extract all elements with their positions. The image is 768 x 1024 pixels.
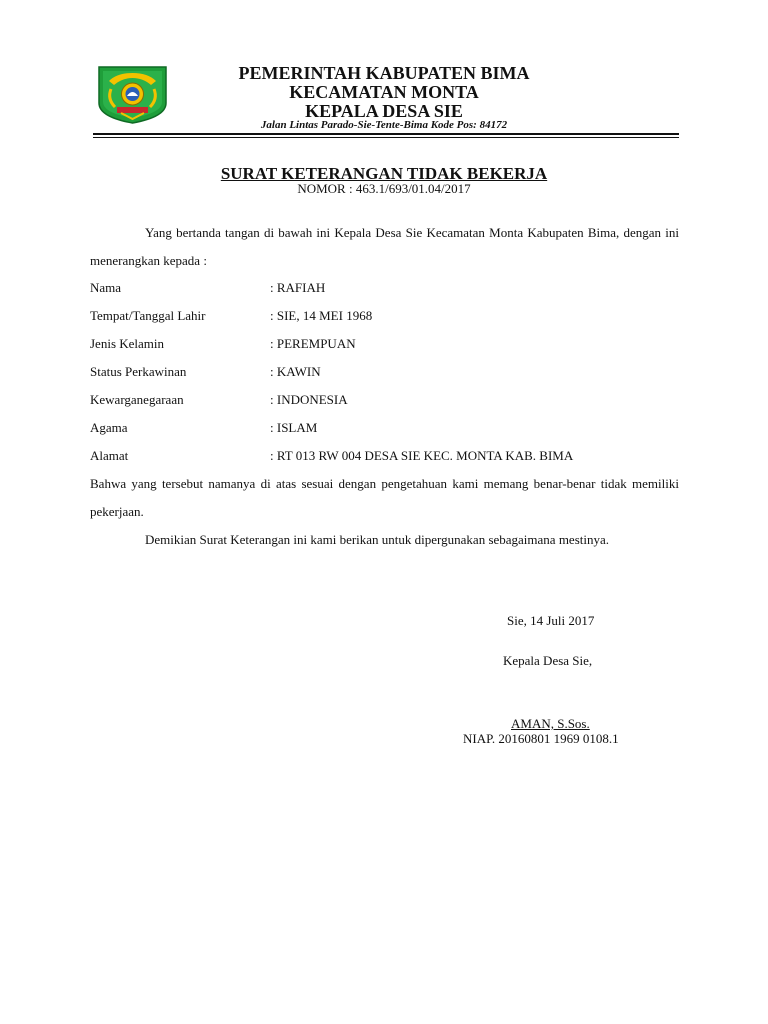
- detail-row-name: [90, 274, 690, 302]
- letterhead-address: Jalan Lintas Parado-Sie-Tente-Bima Kode Pos: 84172: [260, 119, 508, 131]
- detail-value: : PEREMPUAN: [270, 336, 356, 351]
- detail-row-citizenship: [90, 386, 690, 414]
- letterhead-divider-thick: [93, 133, 679, 135]
- detail-value: : ISLAM: [270, 420, 318, 435]
- detail-row-marital-status: [90, 358, 690, 386]
- intro-paragraph: Yang bertanda tangan di bawah ini Kepala Desa Sie Kecamatan Monta Kabupaten Bima, dengan ini menerangkan kepada :: [90, 225, 679, 268]
- closing-paragraph: Demikian Surat Keterangan ini kami berikan untuk dipergunakan sebagaimana mestinya.: [145, 532, 610, 547]
- signature-position: Kepala Desa Sie,: [503, 653, 593, 668]
- detail-row-address: [90, 442, 690, 470]
- detail-label: Kewarganegaraan: [90, 392, 184, 407]
- signature-place-date: Sie, 14 Juli 2017: [507, 613, 595, 628]
- detail-label: Status Perkawinan: [90, 364, 187, 379]
- letter-number: NOMOR : 463.1/693/01.04/2017: [297, 181, 471, 196]
- letterhead-divider-thin: [93, 137, 679, 138]
- detail-label: Jenis Kelamin: [90, 336, 165, 351]
- detail-label: Tempat/Tanggal Lahir: [90, 308, 206, 323]
- letter-title: SURAT KETERANGAN TIDAK BEKERJA: [220, 164, 548, 183]
- detail-row-gender: [90, 330, 690, 358]
- detail-value: : RT 013 RW 004 DESA SIE KEC. MONTA KAB. BIMA: [270, 448, 574, 463]
- detail-row-religion: [90, 414, 690, 442]
- signatory-niap: NIAP. 20160801 1969 0108.1: [463, 731, 619, 746]
- detail-row-birth: [90, 302, 690, 330]
- person-details: [90, 274, 690, 470]
- letterhead-village-head: KEPALA DESA SIE: [305, 101, 463, 121]
- letterhead-district: KECAMATAN MONTA: [289, 82, 479, 102]
- signatory-name: AMAN, S.Sos.: [511, 716, 590, 731]
- detail-value: : INDONESIA: [270, 392, 348, 407]
- statement-paragraph: Bahwa yang tersebut namanya di atas sesuai dengan pengetahuan kami memang benar-benar tidak memiliki pekerjaan.: [90, 476, 679, 519]
- detail-label: Agama: [90, 420, 128, 435]
- detail-label: Alamat: [90, 448, 129, 463]
- detail-value: : KAWIN: [270, 364, 321, 379]
- detail-value: : RAFIAH: [270, 280, 326, 295]
- detail-value: : SIE, 14 MEI 1968: [270, 308, 373, 323]
- detail-label: Nama: [90, 280, 122, 295]
- letterhead-government: PEMERINTAH KABUPATEN BIMA: [238, 63, 530, 83]
